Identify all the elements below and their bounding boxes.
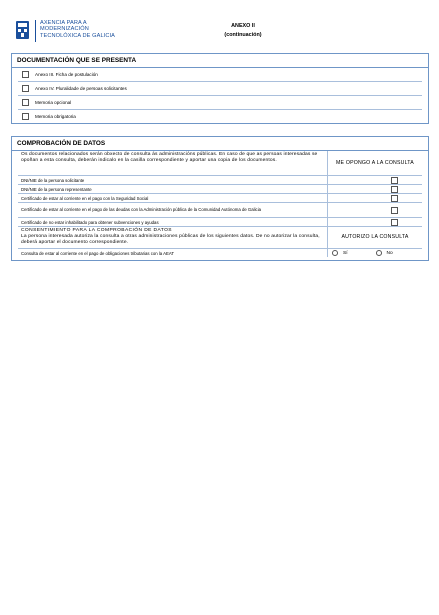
table-row xyxy=(18,176,422,185)
document-checkbox[interactable] xyxy=(22,71,29,78)
table-row xyxy=(18,249,422,257)
oppose-checkbox[interactable] xyxy=(391,219,398,226)
data-item-label: Certificado de no estar inhabilitado para obtener subvenciones y ayudas xyxy=(18,218,328,226)
data-check-intro: Os documentos relacionados serán obxecto de consulta ás administracións públicas. En caso de que as persoas interesadas se opoñan a esta consulta, deberán indicalo en la casilla correspondiente y aportar una copia de los documentos. xyxy=(18,151,328,175)
documentation-section xyxy=(11,53,429,124)
data-item-label: Certificado de estar al corriente en el pago de las deudas con la Administración pública de la Comunidad Autónoma de Galicia xyxy=(18,203,328,217)
data-check-table xyxy=(18,151,422,257)
oppose-column-header: ME OPONGO A LA CONSULTA xyxy=(336,159,414,166)
document-row xyxy=(18,110,422,123)
consent-item-label: Consulta de estar al corriente en el pago de obligaciones tributarias con la AEAT xyxy=(18,249,328,257)
agency-name-line: AXENCIA PARA A xyxy=(40,20,87,26)
document-checkbox[interactable] xyxy=(22,85,29,92)
agency-name xyxy=(40,20,115,39)
table-row xyxy=(18,185,422,194)
table-row xyxy=(18,194,422,203)
oppose-checkbox[interactable] xyxy=(391,207,398,214)
authorize-column-header: AUTORIZO LA CONSULTA xyxy=(341,234,409,240)
document-label: Anexo IV. Pluralidade de persoas solicitantes xyxy=(35,86,127,91)
consent-header-row xyxy=(18,227,422,249)
authorize-no-option[interactable] xyxy=(376,250,393,256)
document-row xyxy=(18,82,422,96)
data-item-label: DNI/NIE de la persona solicitante xyxy=(18,176,328,184)
agency-logo xyxy=(15,20,115,42)
document-label: Memoria opcional xyxy=(35,100,72,105)
oppose-checkbox[interactable] xyxy=(391,186,398,193)
data-check-title: COMPROBACIÓN DE DATOS xyxy=(12,137,428,151)
document-label: Memoria obrigatoria xyxy=(35,114,76,119)
oppose-checkbox[interactable] xyxy=(391,177,398,184)
consent-block xyxy=(18,227,328,248)
authorize-yes-option[interactable] xyxy=(332,250,348,256)
authorize-options xyxy=(328,249,422,257)
document-label: Anexo III. Ficha de postulación xyxy=(35,72,98,77)
logo-divider xyxy=(35,20,36,42)
agency-name-line: TECNOLÓXICA DE GALICIA xyxy=(40,32,115,39)
table-row xyxy=(18,218,422,227)
yes-label: Sí xyxy=(343,250,348,256)
galicia-emblem-icon xyxy=(15,20,30,41)
document-checkbox[interactable] xyxy=(22,99,29,106)
documentation-title: DOCUMENTACIÓN QUE SE PRESENTA xyxy=(12,54,428,68)
agency-name-line: MODERNIZACIÓN xyxy=(40,26,89,33)
data-item-label: Certificado de estar al corriente en el pago con la Seguridad Social xyxy=(18,194,328,202)
document-checkbox[interactable] xyxy=(22,113,29,120)
data-check-intro-row xyxy=(18,151,422,176)
annex-title: ANEXO II xyxy=(231,23,255,29)
table-row xyxy=(18,203,422,218)
no-label: No xyxy=(386,250,393,256)
oppose-checkbox[interactable] xyxy=(391,195,398,202)
radio-button[interactable] xyxy=(332,250,338,256)
consent-text: La persona interesada autoriza la consulta a otras administraciones públicas de los siguientes datos. De no autorizar la consulta, deberá aportar el documento correspondiente. xyxy=(21,233,320,245)
radio-button[interactable] xyxy=(376,250,382,256)
data-item-label: DNI/NIE de la persona representante xyxy=(18,185,328,193)
document-row xyxy=(18,96,422,110)
annex-subtitle: (continuación) xyxy=(224,31,262,38)
consent-title: CONSENTIMIENTO PARA LA COMPROBACIÓN DE DATOS xyxy=(21,227,172,233)
data-check-section xyxy=(11,136,429,261)
document-row xyxy=(18,68,422,82)
annex-heading xyxy=(190,22,296,39)
